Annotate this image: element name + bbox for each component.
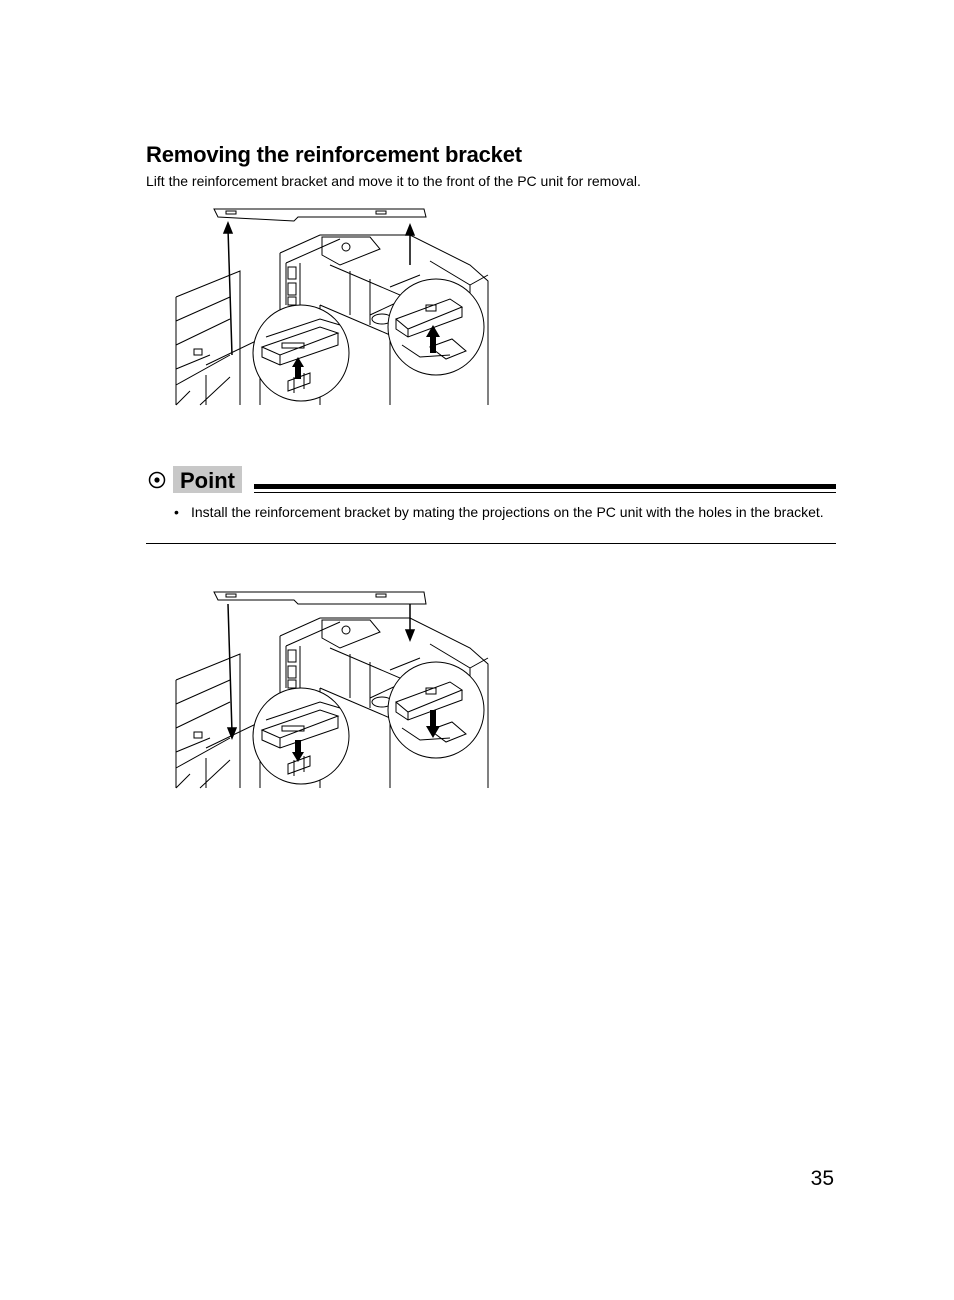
section-title: Removing the reinforcement bracket bbox=[146, 142, 522, 167]
point-label: Point bbox=[173, 466, 242, 493]
removal-illustration bbox=[170, 205, 492, 413]
point-box bbox=[146, 464, 836, 544]
point-item bbox=[172, 502, 836, 522]
intro-text: Lift the reinforcement bracket and move it to the front of the PC unit for removal. bbox=[146, 173, 641, 189]
point-list bbox=[172, 502, 836, 522]
target-icon bbox=[148, 471, 166, 489]
point-bottom-rule bbox=[146, 543, 836, 544]
page-number: 35 bbox=[810, 1167, 834, 1190]
point-rule bbox=[254, 484, 836, 489]
bullet-glyph: • bbox=[174, 504, 179, 520]
point-item-text: Install the reinforcement bracket by mating the projections on the PC unit with the holes in the bracket. bbox=[191, 504, 824, 520]
installation-illustration bbox=[170, 588, 492, 796]
point-rule-thin bbox=[254, 492, 836, 493]
